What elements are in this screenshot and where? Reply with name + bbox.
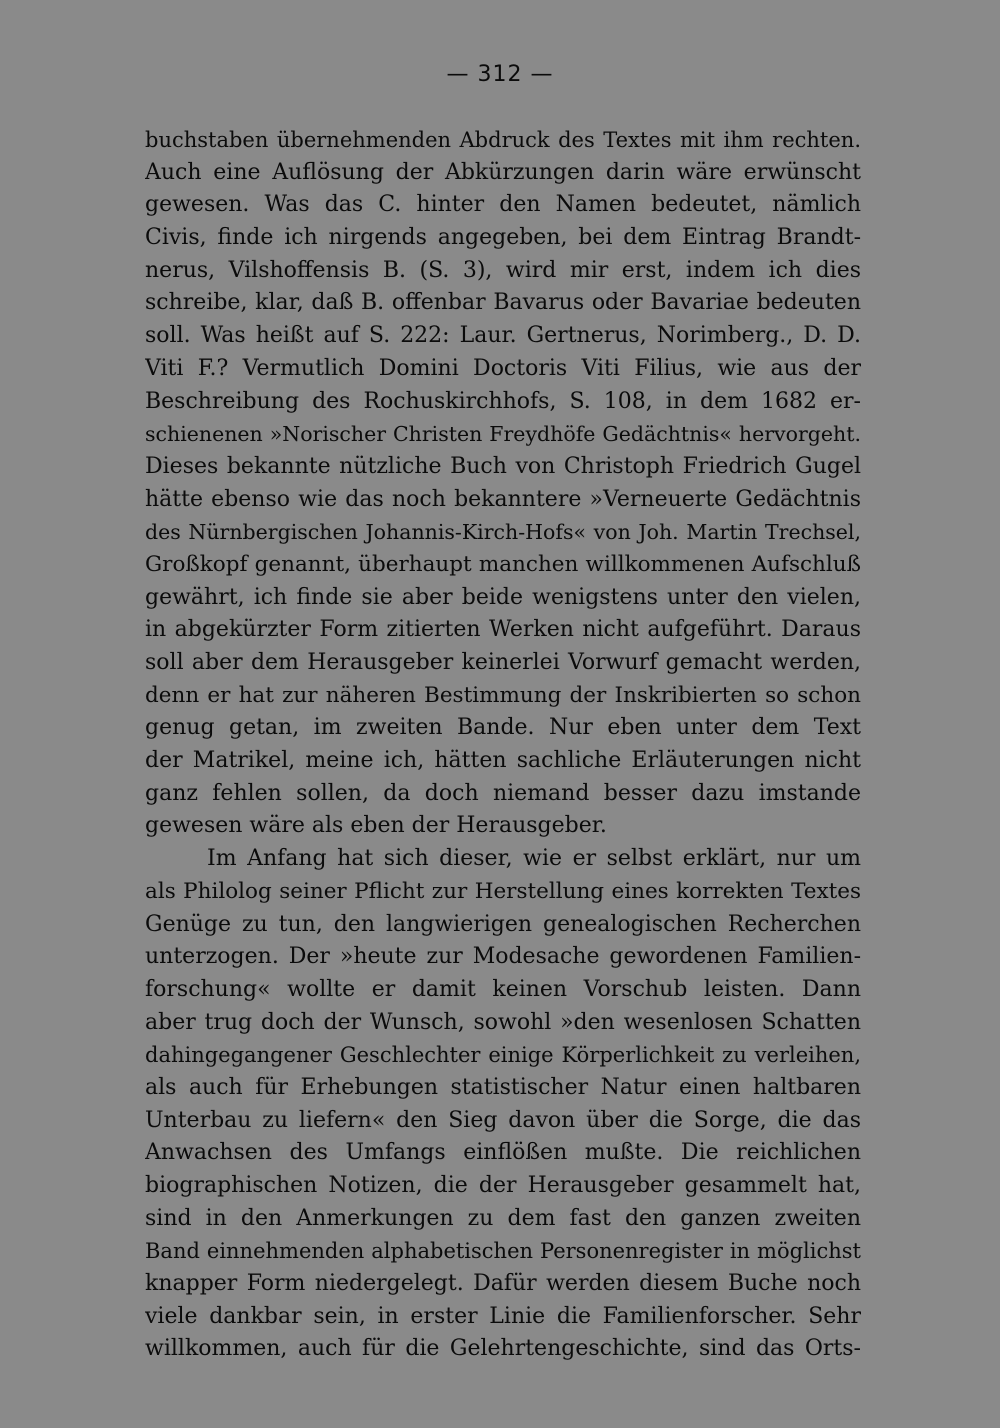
text-line: viele dankbar sein, in erster Linie die Familienforscher. Sehr <box>145 1303 861 1329</box>
text-line: denn er hat zur näheren Bestimmung der Inskribierten so schon <box>145 682 861 708</box>
text-line: ganz fehlen sollen, da doch niemand besser dazu imstande <box>145 780 861 806</box>
text-line: genug getan, im zweiten Bande. Nur eben unter dem Text <box>145 715 861 741</box>
text-line: forschung« wollte er damit keinen Vorschub leisten. Dann <box>145 976 861 1002</box>
text-line: Dieses bekannte nützliche Buch von Christoph Friedrich Gugel <box>145 453 861 479</box>
text-line: Genüge zu tun, den langwierigen genealogischen Recherchen <box>145 911 861 937</box>
text-line: des Nürnbergischen Johannis-Kirch-Hofs« von Joh. Martin Trechsel, <box>145 520 861 545</box>
text-line: gewesen. Was das C. hinter den Namen bedeutet, nämlich <box>145 192 861 218</box>
text-line: schienenen »Norischer Christen Freydhöfe Gedächtnis« hervorgeht. <box>145 422 861 447</box>
text-line: Großkopf genannt, überhaupt manchen willkommenen Aufschluß <box>145 551 861 577</box>
text-line: willkommen, auch für die Gelehrtengeschichte, sind das Orts- <box>145 1336 861 1362</box>
text-line: Im Anfang hat sich dieser, wie er selbst erklärt, nur um <box>207 846 861 872</box>
text-line: soll aber dem Herausgeber keinerlei Vorwurf gemacht werden, <box>145 650 861 675</box>
text-line: als auch für Erhebungen statistischer Natur einen haltbaren <box>145 1074 861 1100</box>
text-line: in abgekürzter Form zitierten Werken nicht aufgeführt. Daraus <box>145 617 861 643</box>
text-line: buchstaben übernehmenden Abdruck des Textes mit ihm rechten. <box>145 128 861 152</box>
page-number: — 312 — <box>446 62 554 87</box>
text-line: soll. Was heißt auf S. 222: Laur. Gertnerus, Norimberg., D. D. <box>145 323 861 349</box>
text-line: der Matrikel, meine ich, hätten sachliche Erläuterungen nicht <box>145 748 861 774</box>
text-line: unterzogen. Der »heute zur Modesache gewordenen Familien- <box>145 944 861 970</box>
text-line: Auch eine Auflösung der Abkürzungen darin wäre erwünscht <box>145 159 861 185</box>
text-line: gewesen wäre als eben der Herausgeber. <box>145 813 607 839</box>
text-line: schreibe, klar, daß B. offenbar Bavarus oder Bavariae bedeuten <box>145 290 861 316</box>
body-text <box>145 124 861 1366</box>
text-line: Band einnehmenden alphabetischen Personenregister in möglichst <box>145 1239 861 1264</box>
text-line: gewährt, ich finde sie aber beide wenigstens unter den vielen, <box>145 584 861 610</box>
text-line: biographischen Notizen, die der Herausgeber gesammelt hat, <box>145 1173 861 1198</box>
text-line: Anwachsen des Umfangs einflößen mußte. Die reichlichen <box>145 1140 861 1166</box>
text-line: Unterbau zu liefern« den Sieg davon über die Sorge, die das <box>145 1107 861 1133</box>
text-line: als Philolog seiner Pflicht zur Herstellung eines korrekten Textes <box>145 878 861 904</box>
text-line: Beschreibung des Rochuskirchhofs, S. 108, in dem 1682 er- <box>145 388 861 414</box>
text-line: hätte ebenso wie das noch bekanntere »Verneuerte Gedächtnis <box>145 486 861 512</box>
text-line: sind in den Anmerkungen zu dem fast den ganzen zweiten <box>145 1205 861 1231</box>
text-line: aber trug doch der Wunsch, sowohl »den wesenlosen Schatten <box>145 1009 861 1035</box>
text-line: nerus, Vilshoffensis B. (S. 3), wird mir erst, indem ich dies <box>145 257 861 283</box>
text-line: dahingegangener Geschlechter einige Körperlichkeit zu verleihen, <box>145 1043 861 1068</box>
text-line: Viti F.? Vermutlich Domini Doctoris Viti Filius, wie aus der <box>145 355 861 381</box>
text-line: Civis, finde ich nirgends angegeben, bei dem Eintrag Brandt- <box>145 225 861 251</box>
text-line: knapper Form niedergelegt. Dafür werden diesem Buche noch <box>145 1271 861 1297</box>
